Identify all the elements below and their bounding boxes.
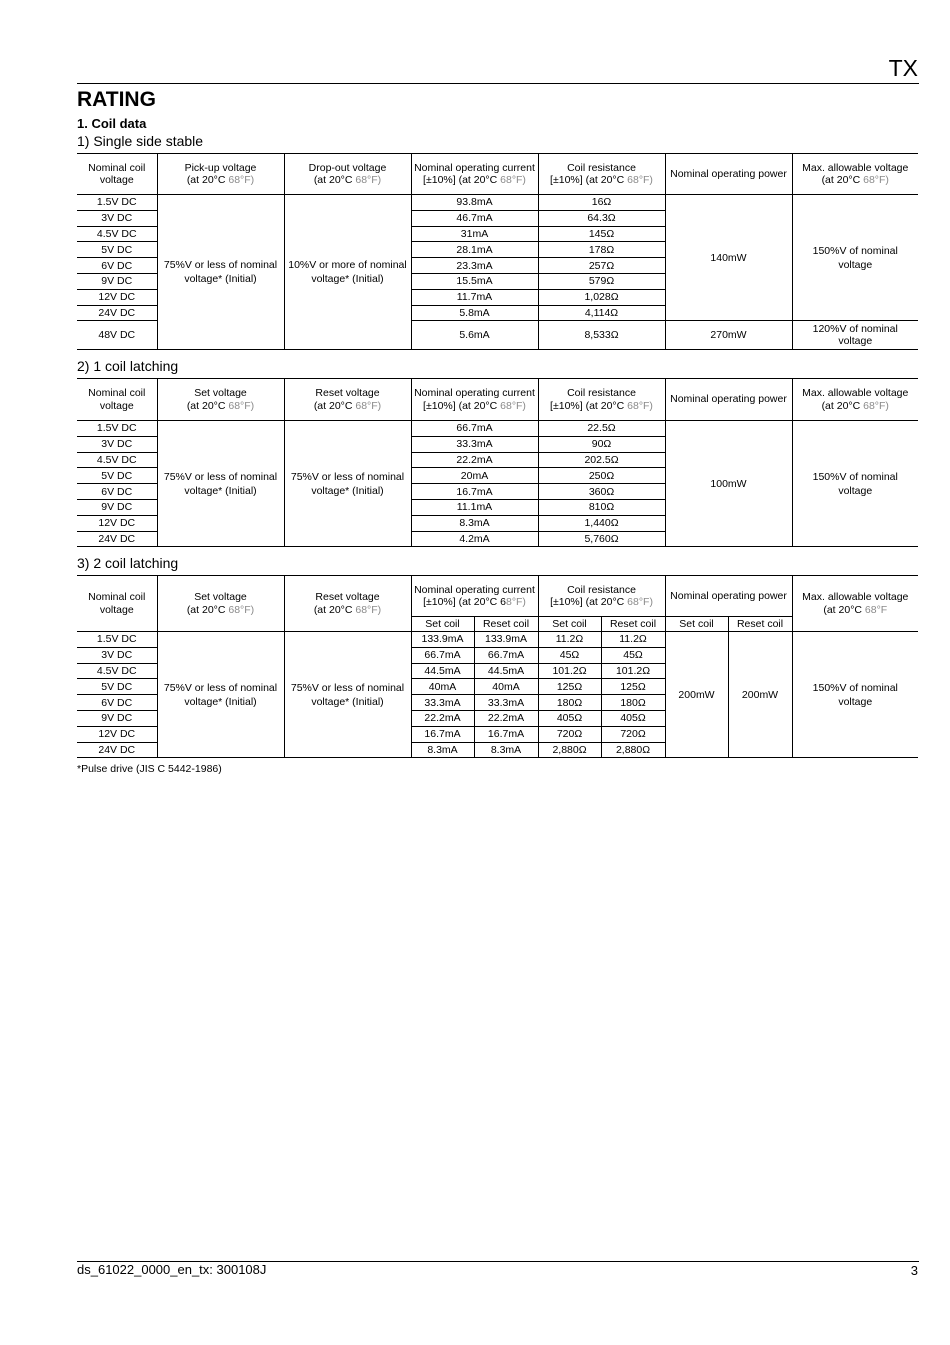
voltage-cell: 4.5V DC: [77, 226, 157, 242]
resistance-cell: 579Ω: [538, 273, 665, 289]
voltage-cell: 1.5V DC: [77, 421, 157, 437]
current-reset-cell: 16.7mA: [474, 726, 538, 742]
header-reset-voltage: Reset voltage (at 20°C 68°F): [284, 379, 411, 421]
series-code: TX: [888, 55, 918, 81]
current-cell: 11.7mA: [411, 289, 538, 305]
header-nominal-voltage: Nominal coil voltage: [77, 154, 157, 195]
voltage-cell: 1.5V DC: [77, 632, 157, 648]
power-set-value: 200mW: [665, 632, 728, 758]
table-row: [77, 195, 918, 211]
voltage-cell: 3V DC: [77, 436, 157, 452]
max-voltage-value: 120%V of nominal voltage: [792, 321, 918, 350]
voltage-cell: 24V DC: [77, 742, 157, 758]
table2-title: 2) 1 coil latching: [77, 358, 179, 374]
header-pickup-voltage: Pick-up voltage (at 20°C 68°F): [157, 154, 284, 195]
resistance-set-cell: 125Ω: [538, 679, 601, 695]
header-nominal-voltage: Nominal coil voltage: [77, 379, 157, 421]
resistance-cell: 8,533Ω: [538, 321, 665, 350]
table-row: [77, 632, 918, 648]
current-reset-cell: 44.5mA: [474, 663, 538, 679]
current-set-cell: 8.3mA: [411, 742, 474, 758]
current-cell: 5.8mA: [411, 305, 538, 321]
header-max-voltage: Max. allowable voltage (at 20°C 68°F): [792, 379, 918, 421]
resistance-reset-cell: 720Ω: [601, 726, 665, 742]
header-operating-power: Nominal operating power: [665, 576, 792, 617]
resistance-cell: 90Ω: [538, 436, 665, 452]
header-nominal-voltage: Nominal coil voltage: [77, 576, 157, 632]
resistance-reset-cell: 11.2Ω: [601, 632, 665, 648]
max-voltage-value: 150%V of nominal voltage: [792, 421, 918, 547]
resistance-set-cell: 405Ω: [538, 710, 601, 726]
resistance-reset-cell: 45Ω: [601, 647, 665, 663]
voltage-cell: 6V DC: [77, 695, 157, 711]
footnote: *Pulse drive (JIS C 5442-1986): [77, 763, 222, 775]
header-dropout-voltage: Drop-out voltage (at 20°C 68°F): [284, 154, 411, 195]
table-header-row: [77, 154, 918, 195]
resistance-cell: 1,028Ω: [538, 289, 665, 305]
header-operating-power: Nominal operating power: [665, 154, 792, 195]
power-value: 270mW: [665, 321, 792, 350]
resistance-cell: 202.5Ω: [538, 452, 665, 468]
resistance-cell: 360Ω: [538, 484, 665, 500]
resistance-set-cell: 180Ω: [538, 695, 601, 711]
current-reset-cell: 66.7mA: [474, 647, 538, 663]
current-cell: 8.3mA: [411, 515, 538, 531]
resistance-set-cell: 2,880Ω: [538, 742, 601, 758]
current-cell: 46.7mA: [411, 210, 538, 226]
power-reset-value: 200mW: [728, 632, 792, 758]
header-operating-current: Nominal operating current [±10%] (at 20°C 68°F): [411, 154, 538, 195]
current-reset-cell: 133.9mA: [474, 632, 538, 648]
resistance-cell: 145Ω: [538, 226, 665, 242]
resistance-set-cell: 45Ω: [538, 647, 601, 663]
resistance-cell: 5,760Ω: [538, 531, 665, 547]
header-operating-current: Nominal operating current [±10%] (at 20°C 68°F): [411, 576, 538, 617]
resistance-cell: 250Ω: [538, 468, 665, 484]
voltage-cell: 3V DC: [77, 210, 157, 226]
current-set-cell: 16.7mA: [411, 726, 474, 742]
voltage-cell: 5V DC: [77, 468, 157, 484]
two-coil-latching-table: [77, 575, 918, 758]
subheader-reset-coil: Reset coil: [601, 617, 665, 632]
current-cell: 31mA: [411, 226, 538, 242]
resistance-reset-cell: 180Ω: [601, 695, 665, 711]
header-coil-resistance: Coil resistance [±10%] (at 20°C 68°F): [538, 154, 665, 195]
resistance-reset-cell: 405Ω: [601, 710, 665, 726]
subheader-reset-coil: Reset coil: [474, 617, 538, 632]
single-side-stable-table: [77, 153, 918, 350]
header-coil-resistance: Coil resistance [±10%] (at 20°C 68°F): [538, 379, 665, 421]
resistance-reset-cell: 2,880Ω: [601, 742, 665, 758]
header-rule: [77, 83, 919, 84]
voltage-cell: 12V DC: [77, 515, 157, 531]
current-cell: 33.3mA: [411, 436, 538, 452]
voltage-cell: 12V DC: [77, 726, 157, 742]
pickup-voltage-value: 75%V or less of nominal voltage* (Initial): [157, 195, 284, 350]
resistance-set-cell: 101.2Ω: [538, 663, 601, 679]
resistance-cell: 257Ω: [538, 258, 665, 274]
section-heading: 1. Coil data: [77, 116, 147, 131]
current-cell: 23.3mA: [411, 258, 538, 274]
table1-title: 1) Single side stable: [77, 133, 204, 149]
voltage-cell: 4.5V DC: [77, 452, 157, 468]
table-header-row: [77, 576, 918, 617]
voltage-cell: 6V DC: [77, 258, 157, 274]
resistance-cell: 64.3Ω: [538, 210, 665, 226]
current-reset-cell: 8.3mA: [474, 742, 538, 758]
voltage-cell: 48V DC: [77, 321, 157, 350]
voltage-cell: 5V DC: [77, 242, 157, 258]
page-number: 3: [910, 1263, 918, 1278]
header-reset-voltage: Reset voltage (at 20°C 68°F): [284, 576, 411, 632]
current-set-cell: 33.3mA: [411, 695, 474, 711]
voltage-cell: 12V DC: [77, 289, 157, 305]
header-operating-power: Nominal operating power: [665, 379, 792, 421]
max-voltage-value: 150%V of nominal voltage: [792, 195, 918, 321]
header-set-voltage: Set voltage (at 20°C 68°F): [157, 379, 284, 421]
power-value: 140mW: [665, 195, 792, 321]
header-max-voltage: Max. allowable voltage (at 20°C 68°F): [792, 154, 918, 195]
current-set-cell: 133.9mA: [411, 632, 474, 648]
one-coil-latching-table: [77, 378, 918, 547]
voltage-cell: 9V DC: [77, 499, 157, 515]
current-cell: 15.5mA: [411, 273, 538, 289]
table-row: [77, 421, 918, 437]
header-set-voltage: Set voltage (at 20°C 68°F): [157, 576, 284, 632]
table3-title: 3) 2 coil latching: [77, 555, 179, 571]
resistance-set-cell: 720Ω: [538, 726, 601, 742]
reset-voltage-value: 75%V or less of nominal voltage* (Initial): [284, 632, 411, 758]
current-reset-cell: 40mA: [474, 679, 538, 695]
dropout-voltage-value: 10%V or more of nominal voltage* (Initial): [284, 195, 411, 350]
subheader-set-coil: Set coil: [411, 617, 474, 632]
resistance-reset-cell: 125Ω: [601, 679, 665, 695]
resistance-cell: 178Ω: [538, 242, 665, 258]
current-reset-cell: 33.3mA: [474, 695, 538, 711]
current-cell: 22.2mA: [411, 452, 538, 468]
voltage-cell: 24V DC: [77, 531, 157, 547]
voltage-cell: 9V DC: [77, 273, 157, 289]
resistance-cell: 810Ω: [538, 499, 665, 515]
set-voltage-value: 75%V or less of nominal voltage* (Initial): [157, 632, 284, 758]
reset-voltage-value: 75%V or less of nominal voltage* (Initial): [284, 421, 411, 547]
resistance-cell: 16Ω: [538, 195, 665, 211]
current-set-cell: 44.5mA: [411, 663, 474, 679]
subheader-reset-coil: Reset coil: [728, 617, 792, 632]
current-cell: 5.6mA: [411, 321, 538, 350]
current-cell: 11.1mA: [411, 499, 538, 515]
page-title: RATING: [77, 88, 156, 111]
subheader-set-coil: Set coil: [665, 617, 728, 632]
set-voltage-value: 75%V or less of nominal voltage* (Initial): [157, 421, 284, 547]
current-reset-cell: 22.2mA: [474, 710, 538, 726]
header-coil-resistance: Coil resistance [±10%] (at 20°C 68°F): [538, 576, 665, 617]
max-voltage-value: 150%V of nominal voltage: [792, 632, 918, 758]
table-header-row: [77, 379, 918, 421]
voltage-cell: 9V DC: [77, 710, 157, 726]
current-set-cell: 40mA: [411, 679, 474, 695]
resistance-cell: 22.5Ω: [538, 421, 665, 437]
current-cell: 4.2mA: [411, 531, 538, 547]
resistance-set-cell: 11.2Ω: [538, 632, 601, 648]
voltage-cell: 5V DC: [77, 679, 157, 695]
current-cell: 16.7mA: [411, 484, 538, 500]
voltage-cell: 24V DC: [77, 305, 157, 321]
voltage-cell: 1.5V DC: [77, 195, 157, 211]
voltage-cell: 4.5V DC: [77, 663, 157, 679]
current-cell: 66.7mA: [411, 421, 538, 437]
voltage-cell: 3V DC: [77, 647, 157, 663]
subheader-set-coil: Set coil: [538, 617, 601, 632]
power-value: 100mW: [665, 421, 792, 547]
resistance-cell: 4,114Ω: [538, 305, 665, 321]
current-cell: 20mA: [411, 468, 538, 484]
header-operating-current: Nominal operating current [±10%] (at 20°C 68°F): [411, 379, 538, 421]
current-set-cell: 66.7mA: [411, 647, 474, 663]
document-id: ds_61022_0000_en_tx: 300108J: [77, 1262, 267, 1277]
voltage-cell: 6V DC: [77, 484, 157, 500]
current-cell: 28.1mA: [411, 242, 538, 258]
resistance-reset-cell: 101.2Ω: [601, 663, 665, 679]
resistance-cell: 1,440Ω: [538, 515, 665, 531]
current-cell: 93.8mA: [411, 195, 538, 211]
header-max-voltage: Max. allowable voltage (at 20°C 68°F: [792, 576, 918, 632]
current-set-cell: 22.2mA: [411, 710, 474, 726]
